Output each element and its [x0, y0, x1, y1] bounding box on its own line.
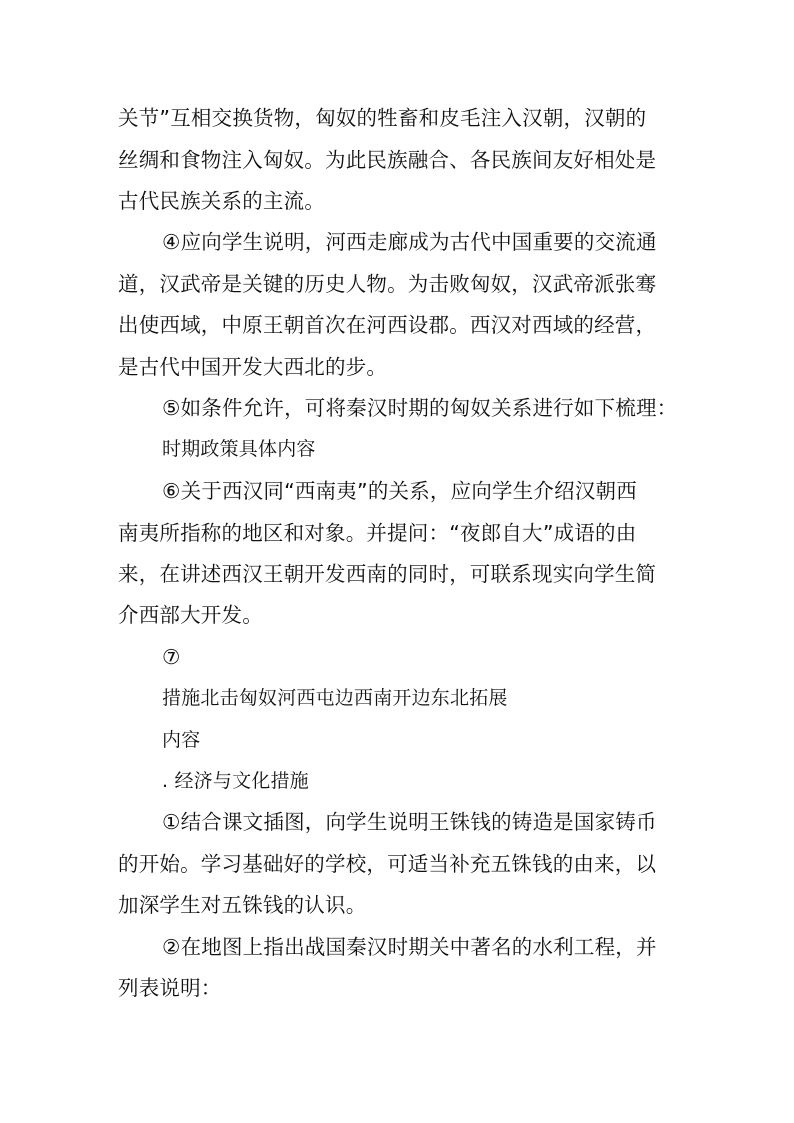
- paragraph-line: 的开始。学习基础好的学校，可适当补充五铢钱的由来，以: [118, 852, 657, 876]
- section-heading: . 经济与文化措施: [162, 770, 309, 792]
- paragraph-line: 列表说明：: [118, 976, 222, 1000]
- paragraph-line: ④应向学生说明，河西走廊成为古代中国重要的交流通: [162, 230, 657, 254]
- paragraph-line: 介西部大开发。: [118, 603, 263, 627]
- paragraph-line: 出使西域，中原王朝首次在河西设郡。西汉对西域的经营，: [118, 313, 657, 337]
- paragraph-line: 措施北击匈奴河西屯边西南开边东北拓展: [162, 687, 508, 709]
- paragraph-line: 是古代中国开发大西北的步。: [118, 355, 388, 379]
- paragraph-line: ②在地图上指出战国秦汉时期关中著名的水利工程，并: [162, 935, 657, 959]
- paragraph-line: 古代民族关系的主流。: [118, 189, 325, 213]
- paragraph-line: 加深学生对五铢钱的认识。: [118, 893, 367, 917]
- paragraph-line: 关节”互相交换货物，匈奴的牲畜和皮毛注入汉朝，汉朝的: [118, 106, 647, 130]
- paragraph-line: 来，在讲述西汉王朝开发西南的同时，可联系现实向学生简: [118, 562, 657, 586]
- paragraph-line: 道，汉武帝是关键的历史人物。为击败匈奴，汉武帝派张骞: [118, 272, 657, 296]
- paragraph-line: 丝绸和食物注入匈奴。为此民族融合、各民族间友好相处是: [118, 148, 657, 172]
- paragraph-line: ⑤如条件允许，可将秦汉时期的匈奴关系进行如下梳理：: [162, 396, 678, 420]
- paragraph-line: 南夷所指称的地区和对象。并提问：“夜郎自大”成语的由: [118, 521, 637, 545]
- paragraph-line: ①结合课文插图，向学生说明王铢钱的铸造是国家铸币: [162, 810, 657, 834]
- paragraph-line: ⑥关于西汉同“西南夷”的关系，应向学生介绍汉朝西: [162, 479, 637, 503]
- paragraph-line: ⑦: [162, 645, 181, 669]
- paragraph-line: 时期政策具体内容: [162, 438, 316, 460]
- paragraph-line: 内容: [162, 729, 201, 751]
